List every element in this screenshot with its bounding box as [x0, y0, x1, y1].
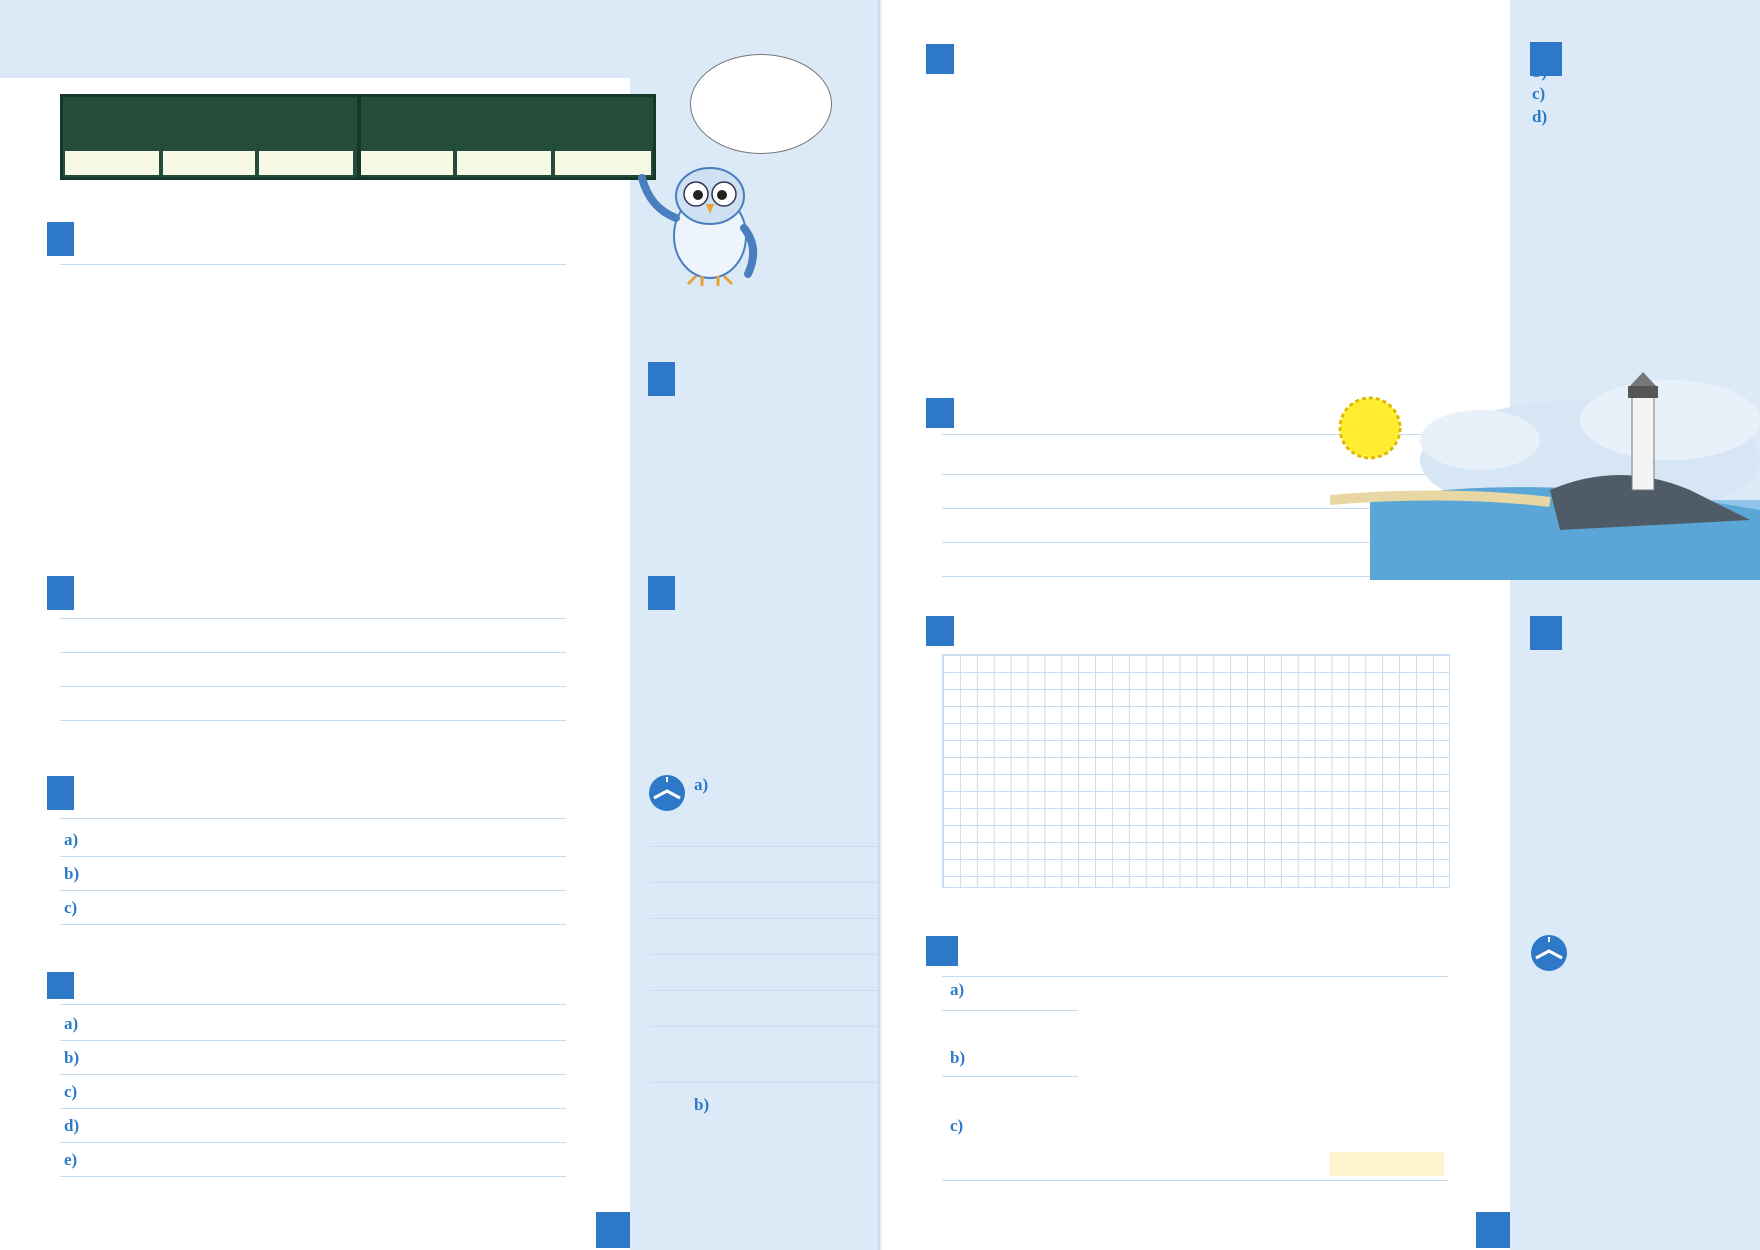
- answer-line[interactable]: [60, 1108, 566, 1109]
- subtask-a: a): [64, 1014, 79, 1033]
- answer-line[interactable]: [60, 720, 566, 721]
- challenge-text-b: b): [694, 1095, 710, 1114]
- page-number: [596, 1212, 630, 1248]
- task-number: [47, 776, 74, 810]
- task-number: [926, 616, 954, 646]
- answer-field[interactable]: [163, 151, 255, 175]
- task-number: [47, 576, 74, 610]
- sun-icon: [1330, 388, 1410, 468]
- subtask-a: a): [64, 830, 79, 849]
- answer-field[interactable]: [457, 151, 551, 175]
- subtask-b: b): [950, 1048, 966, 1067]
- page-number: [1476, 1212, 1510, 1248]
- subtask-a: a): [950, 980, 965, 999]
- subtask-e: e): [64, 1150, 78, 1169]
- answer-line[interactable]: [650, 846, 878, 847]
- rule: [60, 264, 566, 265]
- owl-illustration: [630, 148, 780, 288]
- speech-bubble: [690, 54, 832, 154]
- answer-field[interactable]: [65, 151, 159, 175]
- task11-text: a) b) c) d): [1532, 39, 1548, 126]
- answer-line[interactable]: [60, 1040, 566, 1041]
- sentence-answer-field[interactable]: [1330, 1152, 1444, 1176]
- task-number: [47, 222, 74, 256]
- answer-line[interactable]: [650, 1082, 878, 1083]
- answer-line[interactable]: [60, 686, 566, 687]
- board-answer-row: [65, 151, 651, 175]
- answer-line[interactable]: [650, 954, 878, 955]
- task-number: [47, 972, 74, 999]
- subtask-d: d): [64, 1116, 80, 1135]
- answer-line[interactable]: [942, 1076, 1078, 1077]
- answer-field[interactable]: [259, 151, 353, 175]
- task-number: [648, 576, 675, 610]
- answer-line[interactable]: [60, 856, 566, 857]
- answer-line[interactable]: [60, 618, 566, 619]
- challenge-text: a): [694, 775, 709, 794]
- task-number: [1530, 616, 1562, 650]
- task-number: [926, 936, 958, 966]
- answer-line[interactable]: [60, 1142, 566, 1143]
- answer-line[interactable]: [60, 890, 566, 891]
- page-gutter: [878, 0, 882, 1250]
- chalkboard: [60, 94, 656, 180]
- subtask-c: c): [64, 898, 78, 917]
- answer-line[interactable]: [60, 1176, 566, 1177]
- subtask-c: c): [950, 1116, 964, 1135]
- rule: [942, 1180, 1448, 1181]
- answer-line[interactable]: [650, 990, 878, 991]
- task-number: [926, 44, 954, 74]
- task-number: [648, 362, 675, 396]
- clock-challenge-icon: [1530, 934, 1568, 972]
- answer-line[interactable]: [60, 1074, 566, 1075]
- subtask-b: b): [64, 864, 80, 883]
- answer-line[interactable]: [942, 1010, 1078, 1011]
- rule: [942, 976, 1448, 977]
- subtask-c: c): [64, 1082, 78, 1101]
- grid-paper: [942, 654, 1450, 888]
- subtask-b: b): [64, 1048, 80, 1067]
- rule: [60, 1004, 566, 1005]
- answer-line[interactable]: [60, 924, 566, 925]
- answer-line[interactable]: [60, 652, 566, 653]
- task-number: [926, 398, 954, 428]
- top-left-band: [0, 0, 630, 78]
- answer-line[interactable]: [650, 882, 878, 883]
- answer-line[interactable]: [650, 918, 878, 919]
- rule: [60, 818, 566, 819]
- answer-field[interactable]: [361, 151, 453, 175]
- answer-line[interactable]: [650, 1026, 878, 1027]
